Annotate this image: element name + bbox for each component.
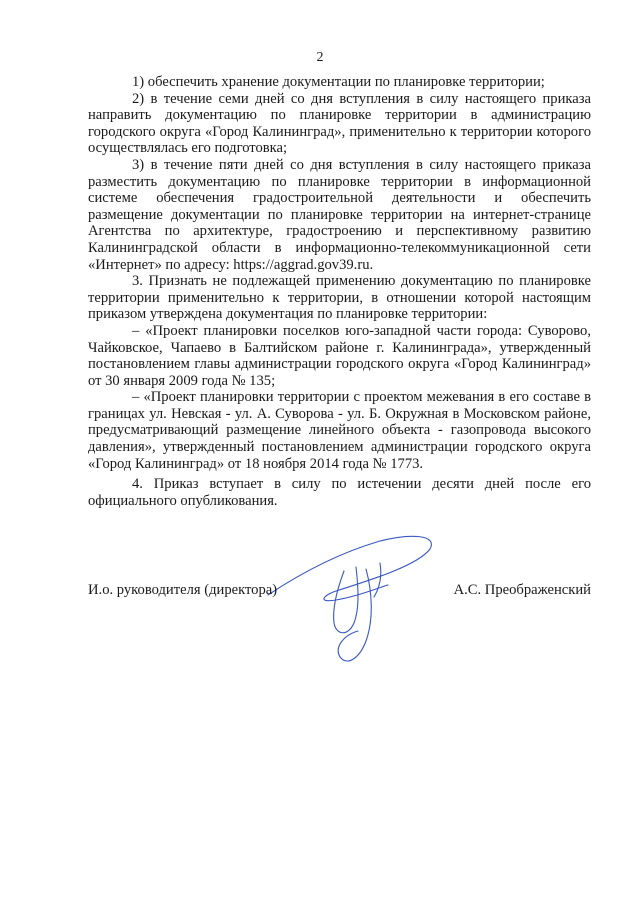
signatory-name: А.С. Преображенский: [453, 582, 591, 598]
document-body: [88, 74, 591, 509]
paragraph-clause-3: 3. Признать не подлежащей применению документацию по планировке территории применительно к территории, в отношении которой настоящим приказом утверждена документация по планировке территории:: [88, 273, 591, 323]
paragraph-item-1: 1) обеспечить хранение документации по планировке территории;: [132, 74, 545, 90]
paragraph-project-2: – «Проект планировки территории с проектом межевания в его составе в границах ул. Невская - ул. А. Суворова - ул. Б. Окружная в Московском районе, предусматривающий размещение линейного объекта - газопровода высокого давления», утвержденный постановлением администрации городского округа «Город Калининград» от 18 ноября 2014 года № 1773.: [88, 389, 591, 472]
paragraph-item-2: 2) в течение семи дней со дня вступления в силу настоящего приказа направить документацию по планировке территории в администрацию городского округа «Город Калининград», применительно к территории которого осуществлялась его подготовка;: [88, 90, 591, 157]
signatory-title: И.о. руководителя (директора): [88, 582, 278, 598]
handwritten-signature: [262, 527, 452, 672]
paragraph-project-1: – «Проект планировки поселков юго-западной части города: Суворово, Чайковское, Чапаево в Балтийском районе г. Калининграда», утвержденный постановлением главы администрации городского округа «Город Калининград» от 30 января 2009 года № 135;: [88, 322, 591, 389]
paragraph-item-3: 3) в течение пяти дней со дня вступления в силу настоящего приказа разместить документацию по планировке территории в информационной системе обеспечения градостроительной деятельности и обеспечить размещение документации по планировке территории на интернет-странице Агентства по архитектуре, градостроению и перспективному развитию Калининградской области в информационно-телекоммуникационной сети «Интернет» по адресу: https://aggrad.gov39.ru.: [88, 156, 591, 273]
paragraph-clause-4: 4. Приказ вступает в силу по истечении десяти дней после его официального опубликования.: [88, 476, 591, 509]
page-number: 2: [316, 50, 324, 65]
